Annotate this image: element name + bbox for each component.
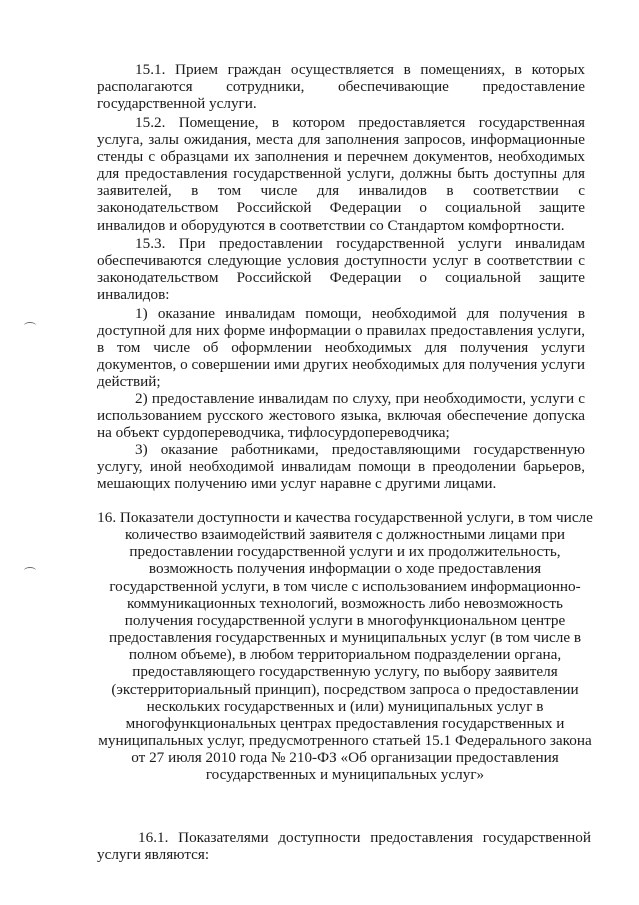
scan-margin-mark <box>24 322 36 329</box>
list-item-2: 2) предоставление инвалидам по слуху, при необходимости, услуги с использованием русского жестового языка, включая обеспечение допуска на объект сурдопереводчика, тифлосурдопереводчика; <box>97 390 585 442</box>
scan-margin-mark <box>24 567 36 574</box>
paragraph-15-1: 15.1. Прием граждан осуществляется в помещениях, в которых располагаются сотрудники, обеспечивающие предоставление государственной услуги. <box>97 61 585 113</box>
list-item-3: 3) оказание работниками, предоставляющими государственную услугу, иной необходимой инвалидам помощи в преодолении барьеров, мешающих получению ими услуг наравне с другими лицами. <box>97 441 585 493</box>
paragraph-15-3: 15.3. При предоставлении государственной услуги инвалидам обеспечиваются следующие условия доступности услуг в соответствии с законодательством Российской Федерации о социальной защите инвалидов: <box>97 235 585 304</box>
list-item-1: 1) оказание инвалидам помощи, необходимой для получения в доступной для них форме информации о правилах предоставления услуги, в том числе об оформлении необходимых для получения услуги документов, о совершении ими других необходимых для получения услуги действий; <box>97 305 585 391</box>
section-16-heading: 16. Показатели доступности и качества государственной услуги, в том числе количество взаимодействий заявителя с должностными лицами при предоставлении государственной услуги и их продолжительность, возможность получения информации о ходе предоставления государственной услуги, в том числе с использованием информационно-коммуникационных технологий, возможность либо невозможность получения государственной услуги в многофункциональном центре предоставления государственных и муниципальных услуг (в том числе в полном объеме), в любом территориальном подразделении органа, предоставляющего государственную услугу, по выбору заявителя (экстерриториальный принцип), посредством запроса о предоставлении нескольких государственных и (или) муниципальных услуг в многофункциональных центрах предоставления государственных и муниципальных услуг, предусмотренного статьей 15.1 Федерального закона от 27 июля 2010 года № 210-ФЗ «Об организации предоставления государственных и муниципальных услуг» <box>97 509 593 784</box>
paragraph-15-2: 15.2. Помещение, в котором предоставляется государственная услуга, залы ожидания, места для заполнения запросов, информационные стенды с образцами их заполнения и перечнем документов, необходимых для предоставления государственной услуги, должны быть доступны для заявителей, в том числе для инвалидов в соответствии с законодательством Российской Федерации о социальной защите инвалидов и оборудуются в соответствии со Стандартом комфортности. <box>97 114 585 234</box>
paragraph-16-1: 16.1. Показателями доступности предоставления государственной услуги являются: <box>97 829 591 864</box>
